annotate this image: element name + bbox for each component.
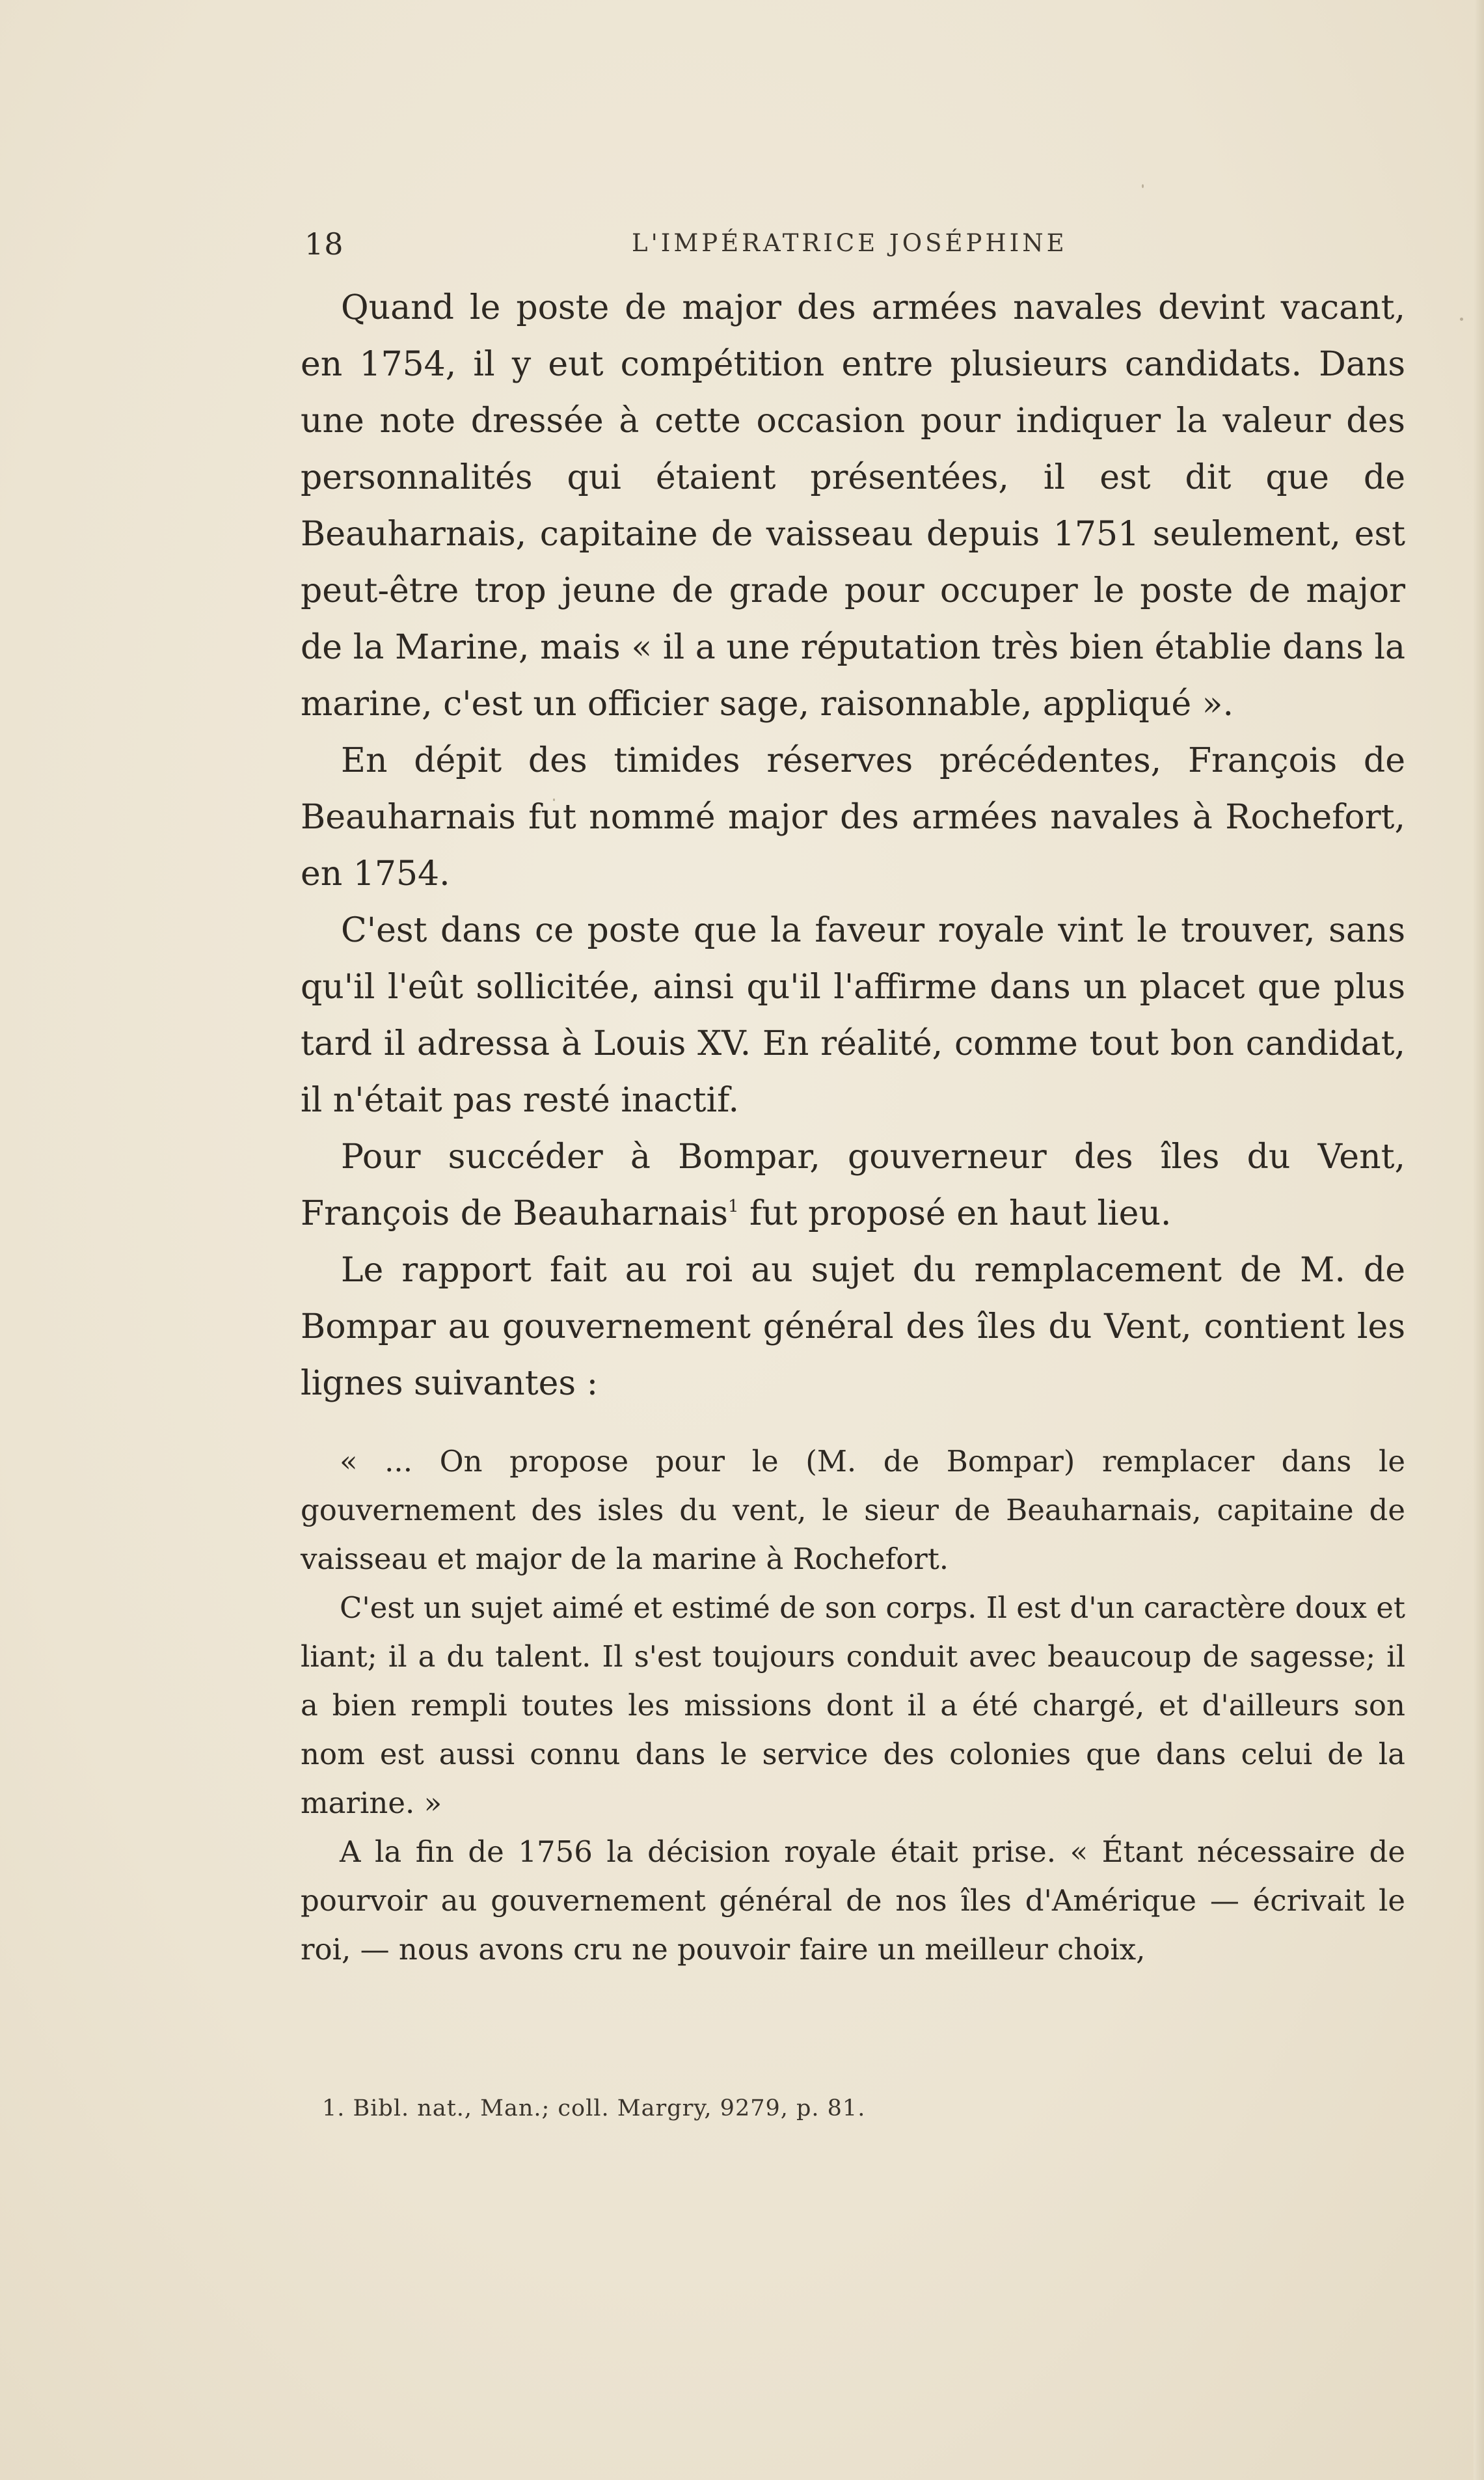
paragraph: En dépit des timides réserves précédentes, François de Beauharnais fut nommé major des armées navales à Rochefort, en 1754.	[301, 741, 1405, 893]
paragraph: Le rapport fait au roi au sujet du remplacement de M. de Bompar au gouvernement général des îles du Vent, contient les lignes suivantes :	[301, 1251, 1405, 1403]
quoted-report	[301, 1437, 1405, 1827]
quote-paragraph: C'est un sujet aimé et estimé de son corps. Il est d'un caractère doux et liant; il a du talent. Il s'est toujours conduit avec beaucoup de sagesse; il a bien rempli toutes les missions dont il a été chargé, et d'ailleurs son nom est aussi connu dans le service des colonies que dans celui de la marine. »	[301, 1590, 1405, 1820]
main-text	[301, 280, 1405, 1974]
page-edge	[1474, 0, 1484, 2480]
paragraph: A la fin de 1756 la décision royale était prise. « Étant nécessaire de pourvoir au gouvernement général de nos îles d'Amérique — écrivait le roi, — nous avons cru ne pouvoir faire un meilleur choix,	[301, 1834, 1405, 1967]
paragraph: C'est dans ce poste que la faveur royale vint le trouver, sans qu'il l'eût sollicitée, ainsi qu'il l'affirme dans un placet que plus tard il adressa à Louis XV. En réalité, comme tout bon candidat, il n'était pas resté inactif.	[301, 911, 1405, 1120]
paper-fleck	[1460, 318, 1463, 321]
paragraph-text: fut proposé en haut lieu.	[738, 1194, 1172, 1233]
paragraph-text: Pour succéder à Bompar, gouverneur des îles du Vent, François de Beauharnais	[301, 1138, 1405, 1233]
paragraph	[301, 1129, 1405, 1242]
footnote: 1. Bibl. nat., Man.; coll. Margry, 9279, p. 81.	[322, 2095, 866, 2121]
paragraph: Quand le poste de major des armées navales devint vacant, en 1754, il y eut compétition entre plusieurs candidats. Dans une note dressée à cette occasion pour indiquer la valeur des personnalités qui étaient présentées, il est dit que de Beauharnais, capitaine de vaisseau depuis 1751 seulement, est peut-être trop jeune de grade pour occuper le poste de major de la Marine, mais « il a une réputation très bien établie dans la marine, c'est un officier sage, raisonnable, appliqué ».	[301, 288, 1405, 724]
quote-paragraph: « ... On propose pour le (M. de Bompar) remplacer dans le gouvernement des isles du vent, le sieur de Beauharnais, capitaine de vaisseau et major de la marine à Rochefort.	[301, 1444, 1405, 1576]
footnote-marker: 1	[727, 1197, 739, 1216]
paper-fleck	[1142, 184, 1144, 188]
page-header	[304, 226, 1410, 272]
page-number: 18	[304, 226, 344, 262]
running-title: L'IMPÉRATRICE JOSÉPHINE	[632, 229, 1068, 257]
